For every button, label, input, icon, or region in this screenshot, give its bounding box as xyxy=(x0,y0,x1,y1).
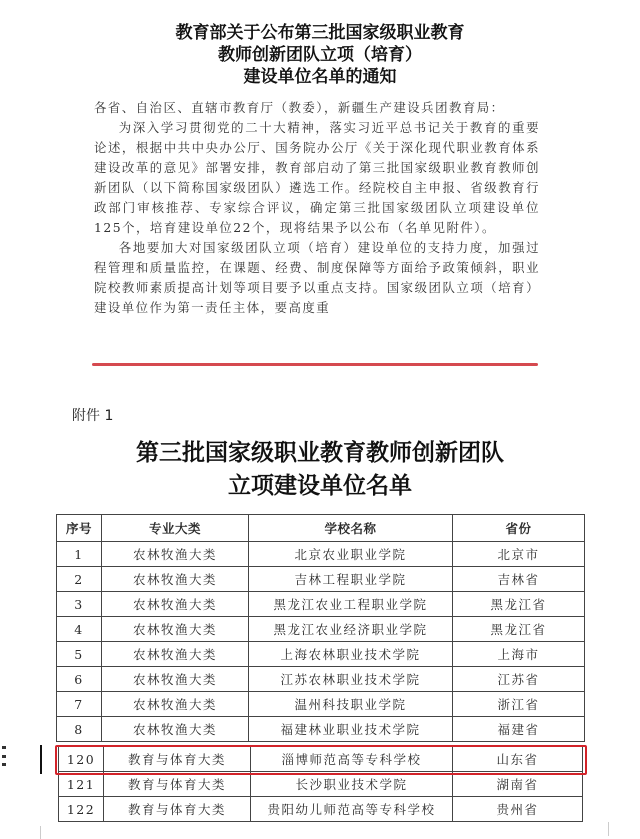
cell-school: 温州科技职业学院 xyxy=(249,692,453,717)
table-row xyxy=(57,567,585,592)
table-row xyxy=(59,797,583,822)
cell-index: 7 xyxy=(57,692,102,717)
cell-category: 农林牧渔大类 xyxy=(102,692,249,717)
notice-body xyxy=(94,98,540,318)
table-row xyxy=(57,692,585,717)
cell-province: 贵州省 xyxy=(453,797,583,822)
header-school: 学校名称 xyxy=(249,515,453,542)
cell-index: 5 xyxy=(57,642,102,667)
notice-title xyxy=(0,22,640,88)
cell-province: 湖南省 xyxy=(453,772,583,797)
divider xyxy=(40,826,41,839)
notice-title-line: 教师创新团队立项（培育） xyxy=(218,45,422,65)
cell-index: 122 xyxy=(59,797,104,822)
cell-category: 教育与体育大类 xyxy=(104,797,251,822)
cell-province: 黑龙江省 xyxy=(453,617,585,642)
cell-category: 农林牧渔大类 xyxy=(102,592,249,617)
cell-school: 黑龙江农业工程职业学院 xyxy=(249,592,453,617)
cell-school: 黑龙江农业经济职业学院 xyxy=(249,617,453,642)
cell-index: 3 xyxy=(57,592,102,617)
cell-index: 2 xyxy=(57,567,102,592)
list-title-line: 立项建设单位名单 xyxy=(228,472,412,499)
cell-school: 福建林业职业技术学院 xyxy=(249,717,453,742)
cell-category: 农林牧渔大类 xyxy=(102,542,249,567)
table-row xyxy=(57,642,585,667)
table-row xyxy=(57,592,585,617)
table-row xyxy=(57,617,585,642)
cell-province: 黑龙江省 xyxy=(453,592,585,617)
list-title xyxy=(0,436,640,502)
units-table-top xyxy=(56,514,585,742)
paragraph-2: 各地要加大对国家级团队立项（培育）建设单位的支持力度，加强过程管理和质量监控，在课题、经费、制度保障等方面给予政策倾斜，职业院校教师素质提高计划等项目要予以重点支持。国家级团队立项（培育）建设单位作为第一责任主体，要高度重 xyxy=(94,240,540,315)
paragraph-1: 为深入学习贯彻党的二十大精神，落实习近平总书记关于教育的重要论述，根据中共中央办公厅、国务院办公厅《关于深化现代职业教育体系建设改革的意见》部署安排，教育部启动了第三批国家级职业教育教师创新团队（以下简称国家级团队）遴选工作。经院校自主申报、省级教育行政部门审核推荐、专家综合评议，确定第三批国家级团队立项建设单位125个，培育建设单位22个，现将结果予以公布（名单见附件）。 xyxy=(94,120,540,235)
red-underline-annotation xyxy=(92,363,538,366)
cell-index: 6 xyxy=(57,667,102,692)
table-row xyxy=(57,542,585,567)
highlight-box-annotation xyxy=(55,745,587,775)
cell-category: 农林牧渔大类 xyxy=(102,667,249,692)
cell-school: 上海农林职业技术学院 xyxy=(249,642,453,667)
cell-index: 1 xyxy=(57,542,102,567)
drag-handle-icon[interactable] xyxy=(1,746,7,766)
cell-category: 农林牧渔大类 xyxy=(102,717,249,742)
cell-province: 浙江省 xyxy=(453,692,585,717)
cell-category: 农林牧渔大类 xyxy=(102,567,249,592)
cell-category: 农林牧渔大类 xyxy=(102,617,249,642)
table-row xyxy=(57,667,585,692)
cell-category: 农林牧渔大类 xyxy=(102,642,249,667)
cell-index: 121 xyxy=(59,772,104,797)
cell-index: 8 xyxy=(57,717,102,742)
header-category: 专业大类 xyxy=(102,515,249,542)
drag-dot xyxy=(2,746,6,749)
table-row xyxy=(59,772,583,797)
cell-province: 山东省 xyxy=(453,747,583,772)
cell-school: 长沙职业技术学院 xyxy=(251,772,453,797)
text-cursor-icon xyxy=(40,745,42,774)
header-province: 省份 xyxy=(453,515,585,542)
table-header-row xyxy=(57,515,585,542)
notice-title-line: 教育部关于公布第三批国家级职业教育 xyxy=(175,23,465,43)
cell-school: 北京农业职业学院 xyxy=(249,542,453,567)
cell-province: 吉林省 xyxy=(453,567,585,592)
cell-province: 福建省 xyxy=(453,717,585,742)
cell-school: 贵阳幼儿师范高等专科学校 xyxy=(251,797,453,822)
cell-school: 吉林工程职业学院 xyxy=(249,567,453,592)
cell-index: 120 xyxy=(59,747,104,772)
header-index: 序号 xyxy=(57,515,102,542)
cell-school: 淄博师范高等专科学校 xyxy=(251,747,453,772)
cell-category: 教育与体育大类 xyxy=(104,772,251,797)
list-title-line: 第三批国家级职业教育教师创新团队 xyxy=(136,439,504,466)
notice-title-line: 建设单位名单的通知 xyxy=(243,67,397,87)
cell-province: 北京市 xyxy=(453,542,585,567)
cell-category: 教育与体育大类 xyxy=(104,747,251,772)
salutation: 各省、自治区、直辖市教育厅（教委），新疆生产建设兵团教育局： xyxy=(94,100,505,115)
drag-dot xyxy=(2,755,6,758)
drag-dot xyxy=(2,763,6,766)
cell-province: 上海市 xyxy=(453,642,585,667)
cell-school: 江苏农林职业技术学院 xyxy=(249,667,453,692)
attachment-label: 附件 1 xyxy=(72,408,114,424)
divider xyxy=(608,822,609,836)
cell-province: 江苏省 xyxy=(453,667,585,692)
cell-index: 4 xyxy=(57,617,102,642)
table-row xyxy=(57,717,585,742)
